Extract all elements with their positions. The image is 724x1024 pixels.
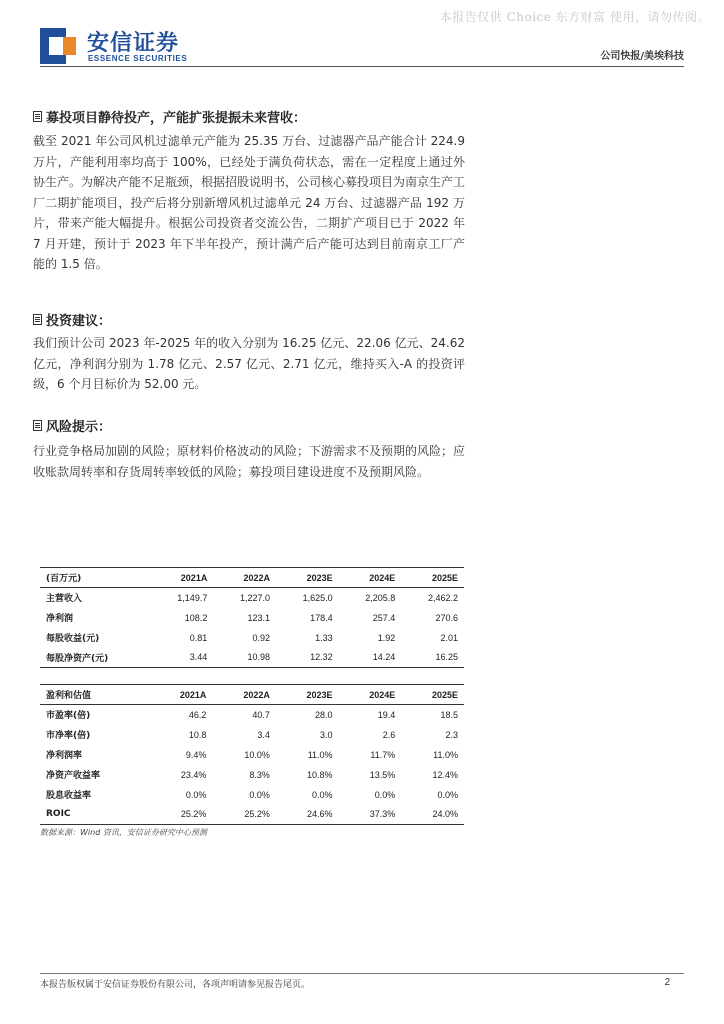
table-header-cell: 2024E [339, 685, 402, 705]
table-cell: 11.0% [307, 749, 333, 760]
table-row [40, 805, 464, 825]
section-title-text: 风险提示： [46, 420, 112, 435]
table-header-cell: 2025E [401, 685, 464, 705]
table-cell: 270.6 [435, 612, 458, 623]
table-row [40, 588, 464, 608]
table-row [40, 628, 464, 648]
row-label: 主营收入 [46, 594, 83, 605]
row-label: 每股收益(元) [46, 634, 100, 644]
table-cell: 1.33 [315, 632, 333, 643]
table-header-cell: 2022A [213, 568, 276, 588]
table-header-cell: 2025E [401, 568, 464, 588]
table-row [40, 725, 464, 745]
table-cell: 12.32 [276, 648, 339, 668]
table-cell: 25.2% [149, 805, 213, 825]
table-cell: 0.0% [437, 789, 458, 800]
table-cell: 23.4% [180, 769, 207, 780]
row-label: 每股净资产(元) [40, 648, 151, 668]
table-row [40, 705, 464, 725]
table-cell: 0.0% [185, 789, 207, 800]
document-icon [33, 111, 42, 122]
section-body-capacity: 截至 2021 年公司风机过滤单元产能为 25.35 万台、过滤器产品产能合计 224.9 万片，产能利用率均高于 100%，已经处于满负荷状态，需在一定程度上通过外协生产。为解决产能不足瓶颈，根据招股说明书，公司核心募投项目为南京生产工厂二期扩能项目，投产后将分别新增风机过滤单元 24 万台、过滤器产品 192 万片，带来产能大幅提升。根据公司投资者交流公告，二期扩产项目已于 2022 年 7 月开建，预计于 2023 年下半年投产，预计满产后产能可达到目前南京工厂产能的 1.5 倍。 [33, 134, 466, 271]
table-cell: 2,205.8 [365, 592, 396, 603]
table-cell: 9.4% [185, 749, 207, 760]
table-cell: 12.4% [432, 769, 458, 780]
table-cell: 2,462.2 [427, 592, 458, 603]
table-row [40, 745, 464, 765]
table-cell: 1,227.0 [239, 592, 270, 603]
table-cell: 24.6% [276, 805, 339, 825]
logo-english-name: ESSENCE SECURITIES [88, 54, 188, 63]
table-cell: 1.92 [377, 632, 396, 643]
row-label: 净利润率 [46, 751, 83, 761]
row-label: ROIC [40, 805, 149, 825]
table-cell: 13.5% [369, 769, 396, 780]
logo-chinese-name: 安信证券 [87, 31, 180, 56]
table-cell: 46.2 [188, 709, 207, 720]
document-icon [33, 420, 42, 431]
table-header-cell: 2024E [339, 568, 402, 588]
table-row [40, 765, 464, 785]
table-cell: 8.3% [249, 769, 270, 780]
table-cell: 28.0 [315, 709, 333, 720]
table-cell: 10.0% [244, 749, 270, 760]
table-cell: 11.0% [433, 749, 458, 760]
table-cell: 123.1 [247, 612, 270, 623]
table-header-cell: 盈利和估值 [40, 685, 149, 705]
table-row [40, 608, 464, 628]
table-cell: 3.0 [320, 729, 333, 740]
section-title-text: 投资建议： [46, 314, 112, 329]
table-header-cell: 2023E [276, 568, 339, 588]
logo-mark-icon [40, 28, 76, 64]
row-label: 净资产收益率 [46, 771, 101, 781]
watermark-text: 本报告仅供 Choice 东方财富 使用，请勿传阅。 [439, 10, 710, 24]
table-cell: 3.4 [257, 729, 270, 740]
table-cell: 10.98 [213, 648, 276, 668]
section-body-risk: 行业竞争格局加剧的风险；原材料价格波动的风险；下游需求不及预期的风险；应收账款周转率和存货周转率较低的风险；募投项目建设进度不及预期风险。 [33, 444, 466, 479]
table-cell: 2.6 [382, 729, 396, 740]
table-cell: 0.0% [249, 789, 270, 800]
footer-divider [40, 973, 684, 974]
table-cell: 108.2 [184, 612, 208, 623]
table-cell: 40.7 [252, 709, 270, 720]
table-header-cell: 2023E [276, 685, 339, 705]
table-cell: 257.4 [372, 612, 396, 623]
table-cell: 19.4 [377, 709, 396, 720]
table-header-row [40, 568, 464, 588]
row-label: 市净率(倍) [46, 731, 91, 741]
table-header-row [40, 685, 464, 705]
section-title-risk [33, 416, 111, 435]
table-row [40, 785, 464, 805]
table-cell: 2.3 [445, 729, 458, 740]
table-cell: 0.92 [252, 632, 270, 643]
company-logo [40, 24, 240, 68]
section-title-text: 募投项目静待投产，产能扩张提振未来营收： [46, 111, 307, 126]
row-label: 股息收益率 [46, 791, 92, 801]
page-number: 2 [664, 977, 670, 988]
header-divider [40, 66, 684, 67]
table-header-cell: 2022A [212, 685, 276, 705]
table-cell: 1,625.0 [302, 592, 333, 603]
table-cell: 1,149.7 [177, 592, 208, 603]
table-cell: 25.2% [212, 805, 276, 825]
table-header-cell: 2021A [151, 568, 214, 588]
table-cell: 0.81 [189, 632, 208, 643]
table-cell: 10.8 [188, 729, 207, 740]
table-header-cell: (百万元) [40, 568, 151, 588]
table-cell: 16.25 [401, 648, 464, 668]
table-cell: 11.7% [370, 749, 396, 760]
report-type-tag: 公司快报/美埃科技 [600, 51, 684, 62]
row-label: 市盈率(倍) [46, 711, 91, 722]
section-title-investment [33, 310, 111, 329]
table-cell: 2.01 [440, 632, 458, 643]
table-cell: 0.0% [312, 789, 333, 800]
data-source-note: 数据来源：Wind 资讯，安信证券研究中心预测 [40, 828, 207, 837]
financial-summary-table [40, 567, 464, 668]
table-cell: 178.4 [310, 612, 333, 623]
section-title-capacity [33, 107, 306, 126]
row-label: 净利润 [46, 614, 74, 624]
table-cell: 24.0% [401, 805, 464, 825]
table-cell: 0.0% [374, 789, 396, 800]
valuation-table [40, 684, 464, 825]
table-cell: 18.5 [440, 709, 458, 720]
table-cell: 37.3% [339, 805, 402, 825]
section-body-investment: 我们预计公司 2023 年-2025 年的收入分别为 16.25 亿元、22.06 亿元、24.62 亿元，净利润分别为 1.78 亿元、2.57 亿元、2.71 亿元，维持买入-A 的投资评级，6 个月目标价为 52.00 元。 [33, 336, 465, 391]
table-cell: 10.8% [307, 769, 333, 780]
table-row [40, 648, 464, 668]
table-cell: 14.24 [339, 648, 402, 668]
table-header-cell: 2021A [149, 685, 213, 705]
document-icon [33, 314, 42, 325]
copyright-footer: 本报告版权属于安信证券股份有限公司，各项声明请参见报告尾页。 [40, 980, 311, 990]
table-cell: 3.44 [151, 648, 214, 668]
